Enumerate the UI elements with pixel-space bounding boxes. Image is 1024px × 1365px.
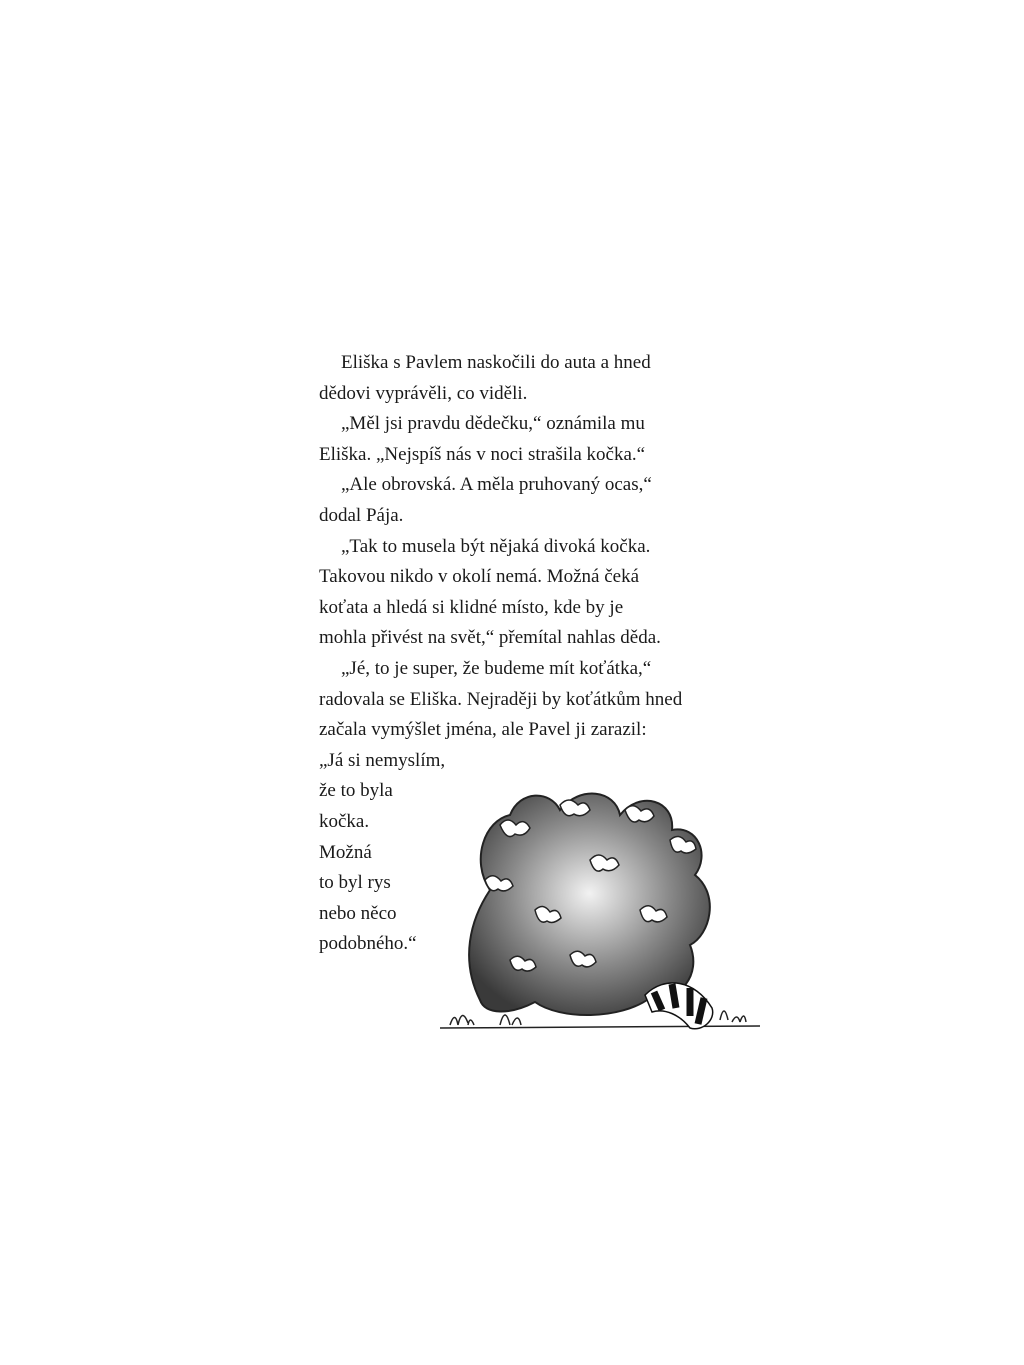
text-line: mohla přivést na svět,“ přemítal nahlas děda. <box>319 627 661 649</box>
text-line: Možná <box>319 841 372 863</box>
text-line: Eliška s Pavlem naskočili do auta a hned <box>341 352 651 373</box>
text-line: dědovi vyprávěli, co viděli. <box>319 382 528 404</box>
text-line: že to byla <box>319 780 393 802</box>
text-line: to byl rys <box>319 872 391 894</box>
text-line: dodal Pája. <box>319 504 404 526</box>
text-line: radovala se Eliška. Nejraději by koťátkům hned <box>319 688 683 710</box>
bush-with-striped-tail-icon <box>440 770 760 1040</box>
text-line: podobného.“ <box>319 933 417 955</box>
text-line: „Já si nemyslím, <box>319 749 446 771</box>
text-line: „Tak to musela být nějaká divoká kočka. <box>341 535 651 557</box>
text-line: „Ale obrovská. A měla pruhovaný ocas,“ <box>341 474 652 496</box>
text-line: koťata a hledá si klidné místo, kde by je <box>319 596 624 618</box>
text-line: nebo něco <box>319 902 397 924</box>
text-line: „Jé, to je super, že budeme mít koťátka,“ <box>341 657 652 679</box>
text-line: „Měl jsi pravdu dědečku,“ oznámila mu <box>341 413 645 435</box>
text-line: začala vymýšlet jména, ale Pavel ji zarazil: <box>319 719 647 741</box>
text-line: Takovou nikdo v okolí nemá. Možná čeká <box>319 566 640 588</box>
text-line: Eliška. „Nejspíš nás v noci strašila kočka.“ <box>319 443 646 465</box>
text-line: kočka. <box>319 810 370 832</box>
